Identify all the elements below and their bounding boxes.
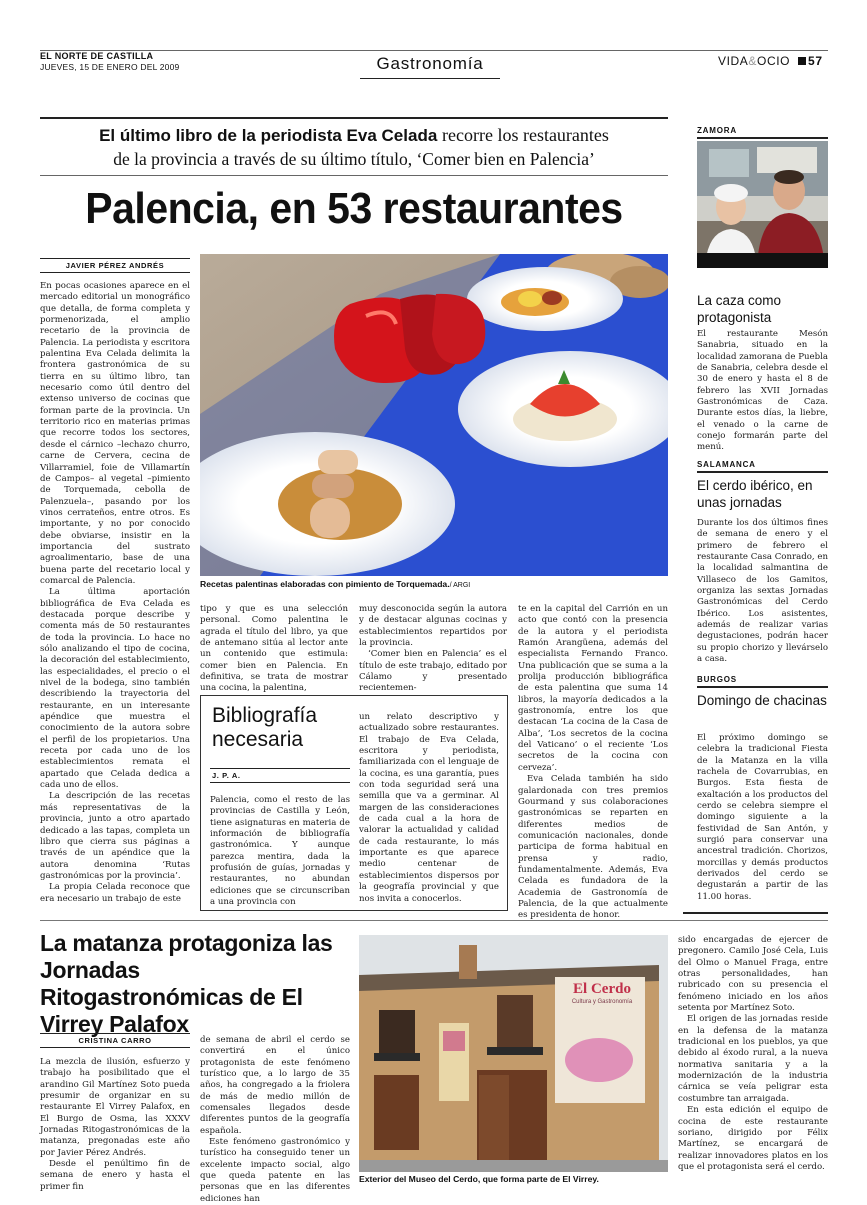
main-byline: JAVIER PÉREZ ANDRÉS <box>40 258 190 273</box>
matanza-headline: La matanza protagoniza las Jornadas Ritogastronómicas de El Virrey Palafox <box>40 930 333 1037</box>
box-paragraph: Palencia, como el resto de las provincias de Castilla y León, tiene asignaturas en materia de información de bibliografía gastronómica. Y aunque parezca mentira, dada la profusión de guías, jornadas y restaurantes, no abundan ediciones que se circunscriban a una provincia con <box>210 795 350 908</box>
food-photo-credit: / ARGI <box>449 582 471 589</box>
kicker-bold: El último libro de la periodista Eva Celada <box>99 126 442 145</box>
main-paragraph: En pocas ocasiones aparece en el mercado editorial un monográfico que detalla, de forma completa y pormenorizada, el amplio recetario de la provincia de Palencia. La periodista y escritora palentina Eva Celada delimita la frontera gastronómica de su tierra en su último libro, tan necesario como útil dentro del extenso universo de cocinas que forman parte de la provincia. Un territorio rico en materias primas que recorre todos los sectores, desde el cárnico –lechazo churro, carne de Cervera, cecina de Villarramiel, foie de Villamartín de Campos– al vegetal –pimiento de Torquemada, cebolla de Palenzuela–, pasando por los vinos cerrateños, entre otros. Es importante, y no por conocido debe obviarse, insistir en la importancia del sustrato agroalimentario, base de una buena parte del recetario local y comarcal de Palencia. <box>40 281 190 586</box>
zamora-paragraph: El restaurante Mesón Sanabria, situado en la localidad zamorana de Puebla de Sanabria, celebra desde el 30 de enero y hasta el 8 de febrero las XVII Jornadas Gastronómicas de Caza. Durante estos días, la liebre, el venado o la carne de conejo formarán parte del menú. <box>697 329 828 453</box>
issue-date: JUEVES, 15 DE ENERO DEL 2009 <box>40 62 180 72</box>
kicker-line-1 <box>40 125 668 146</box>
main-paragraph: muy desconocida según la autora y de destacar algunas cocinas y establecimientos repartidos por la provincia. <box>359 604 507 649</box>
matanza-paragraph: En esta edición el equipo de cocina de este restaurante soriano, dirigido por Félix Martínez, se encargará de realizar innovadores platos en los que el protagonista será el cerdo. <box>678 1105 828 1172</box>
museum-photo <box>359 935 668 1172</box>
museum-photo-caption: Exterior del Museo del Cerdo, que forma parte de El Virrey. <box>359 1174 599 1184</box>
kicker-rest: recorre los restaurantes <box>442 125 609 145</box>
owners-photo-caption: Los propietarios del mesón. <box>700 266 805 276</box>
main-column-4 <box>518 604 668 922</box>
sidebar-bottom-rule <box>683 912 828 914</box>
box-column-1 <box>210 795 350 908</box>
main-paragraph: te en la capital del Carrión en un acto que contó con la presencia de la autora y el periodista Ramón Arangüena, además del especialista Fernando Franco. Una publicación que se suma a la prolija producción bibliográfica de esta palentina que suma 14 libros, la mayoría dedicados a la gastronomía, entre los que destacan ‘La cocina de la Casa de Alba’, ‘Los secretos de la cocina del Vaticano’ o el reciente ‘Los secretos de la cocina con cerveza’. <box>518 604 668 773</box>
main-column-1 <box>40 281 190 905</box>
salamanca-title: El cerdo ibérico, en unas jornadas <box>697 478 813 510</box>
zamora-title: La caza como protagonista <box>697 293 782 325</box>
main-headline: Palencia, en 53 restaurantes <box>85 184 623 233</box>
matanza-column-3 <box>678 935 828 1173</box>
main-column-3 <box>359 604 507 695</box>
section-divider <box>40 920 828 921</box>
food-photo-caption <box>200 579 668 589</box>
box-byline: J. P. A. <box>210 768 350 783</box>
brand-left: VIDA <box>718 54 749 68</box>
food-photo <box>200 254 668 576</box>
page-number: 57 <box>808 54 823 68</box>
burgos-paragraph: El próximo domingo se celebra la tradicional Fiesta de la Matanza en la villa rachela de Covarrubias, en Burgos. Esta fiesta de exaltación a los productos del cerdo se celebra siempre el domingo siguiente a la festividad de San Antón, y surgió para conservar una ancestral tradición. Chorizos, morcillas y demás productos derivados del cerdo se degustarán a partir de las 11.00 horas. <box>697 733 828 902</box>
kicker-bottom-rule <box>40 175 668 176</box>
sidebar-tag-zamora: ZAMORA <box>697 126 828 139</box>
main-paragraph: Eva Celada también ha sido galardonada con tres premios Gourmand y sus colaboraciones gastronómicas se reparten en diferentes medios de comunicación nacionales, donde participa de forma habitual en prensa y radio, fundamentalmente. Además, Eva Celada es fundadora de la Academia de Gastronomía de Palencia, de la que actualmente es presidenta de honor. <box>518 774 668 921</box>
matanza-column-2 <box>200 1035 350 1205</box>
header-rule <box>40 50 828 51</box>
matanza-byline: CRISTINA CARRO <box>40 1033 190 1048</box>
square-icon <box>798 57 806 65</box>
main-paragraph: tipo y que es una selección personal. Como palentina le agrada el título del libro, ya que de antemano sitúa al lector ante un contenido que estimula: comer bien en Palencia. En definitiva, se trata de mostrar una cocina, la palentina, <box>200 604 348 694</box>
burgos-title: Domingo de chacinas <box>697 693 827 708</box>
matanza-column-1 <box>40 1057 190 1193</box>
box-column-2 <box>359 712 499 905</box>
kicker-line-2: de la provincia a través de su último título, ‘Comer bien en Palencia’ <box>113 149 595 169</box>
main-paragraph: La última aportación bibliográfica de Eva Celada es destacada porque describe y comenta más de 50 restaurantes de toda la provincia. Lo hace no sólo analizando el tipo de cocina, la decoración del establecimiento, las especialidades, el precio o el nivel de la bodega, sino también describiendo la trayectoria del restaurante, en un interesante apéndice que muestra el conocimiento de la autora sobre el perfil de los propietarios. Una receta por cada uno de los establecimientos remata el apartado que Celada dedica a cada uno de ellos. <box>40 587 190 791</box>
main-paragraph: ‘Comer bien en Palencia’ es el título de este trabajo, editado por Cálamo y presentado recientemen- <box>359 649 507 694</box>
salamanca-paragraph: Durante los dos últimos fines de semana de enero y el primero de febrero el restaurante Casa Conrado, en la localidad salmantina de Villaseco de los Gamitos, organiza las sextas Jornadas Gastronómicas del Cerdo Ibérico. Los asistentes, además de realizar varias degustaciones, podrán hacer su propio chorizo y llevárselo a casa. <box>697 518 828 665</box>
brand-amp: & <box>748 54 758 68</box>
museum-banner-title: El Cerdo <box>573 981 631 997</box>
food-caption-text: Recetas palentinas elaboradas con pimiento de Torquemada. <box>200 579 450 589</box>
sidebar-tag-salamanca: SALAMANCA <box>697 460 828 473</box>
matanza-paragraph: sido encargadas de ejercer de pregonero. Camilo José Cela, Luis del Olmo o Manuel Fraga, entre otras personalidades, han rubricado con su presencia el fenómeno iniciado en los años setenta por Martínez Soto. <box>678 935 828 1014</box>
main-paragraph: La descripción de las recetas más representativas de la provincia, junto a otro apartado dedicado a las tapas, completa un libro que cierra sus páginas a través de un apéndice que la autora denomina ‘Rutas gastronómicas por la provincia’. <box>40 791 190 881</box>
main-column-2 <box>200 604 348 695</box>
matanza-paragraph: Desde el penúltimo fin de semana de enero y hasta el primer fin <box>40 1159 190 1192</box>
main-paragraph: La propia Celada reconoce que era necesario un trabajo de este <box>40 882 190 904</box>
box-title: Bibliografía necesaria <box>212 704 318 751</box>
section-title-underline <box>360 78 500 79</box>
brand-vida-ocio <box>718 54 823 68</box>
matanza-paragraph: de semana de abril el cerdo se convertirá en el único protagonista de este fenómeno turístico que, a lo largo de 35 años, ha congregado a la friolera de más de medio millón de comensales llegados desde diferentes puntos de la geografía española. <box>200 1035 350 1136</box>
paper-name: EL NORTE DE CASTILLA <box>40 51 154 61</box>
box-paragraph: un relato descriptivo y actualizado sobre restaurantes. El trabajo de Eva Celada, escritora y periodista, familiarizada con el lenguaje de la cocina, es una garantía, pues con toda seguridad será una semilla que va a germinar. Al margen de las consideraciones de cada cual a la hora de valorar la actualidad y calidad de cada restaurante, lo más importante es que aparece medio centenar de establecimientos dispersos por la geografía provincial y que nos invita a conocerlos. <box>359 712 499 904</box>
brand-right: OCIO <box>757 54 791 68</box>
section-title: Gastronomía <box>376 54 484 73</box>
zamora-text <box>697 329 828 454</box>
kicker-top-rule <box>40 117 668 119</box>
matanza-paragraph: Este fenómeno gastronómico y turístico ha conseguido tener un excelente impacto social, algo que queda patente en las personas que en las diferentes ediciones han <box>200 1137 350 1204</box>
salamanca-text <box>697 518 828 665</box>
sidebar-tag-burgos: BURGOS <box>697 675 828 688</box>
museum-banner-subtitle: Cultura y Gastronomía <box>571 999 633 1005</box>
matanza-paragraph: El origen de las jornadas reside en la defensa de la matanza tradicional en los pueblos, ya que debido al éxodo rural, a la nueva normativa sanitaria y a la modernización de la industria cárnica se veía peligrar esta costumbre tan arraigada. <box>678 1014 828 1104</box>
owners-photo <box>697 141 828 268</box>
matanza-paragraph: La mezcla de ilusión, esfuerzo y trabajo ha posibilitado que el arandino Gil Martínez Soto pueda presumir de organizar en su restaurante El Virrey Palafox, en El Burgo de Osma, las XXXV Jornadas Ritogastronómicas de la matanza, pregonadas este año por Javier Pérez Andrés. <box>40 1057 190 1158</box>
burgos-text <box>697 733 828 903</box>
